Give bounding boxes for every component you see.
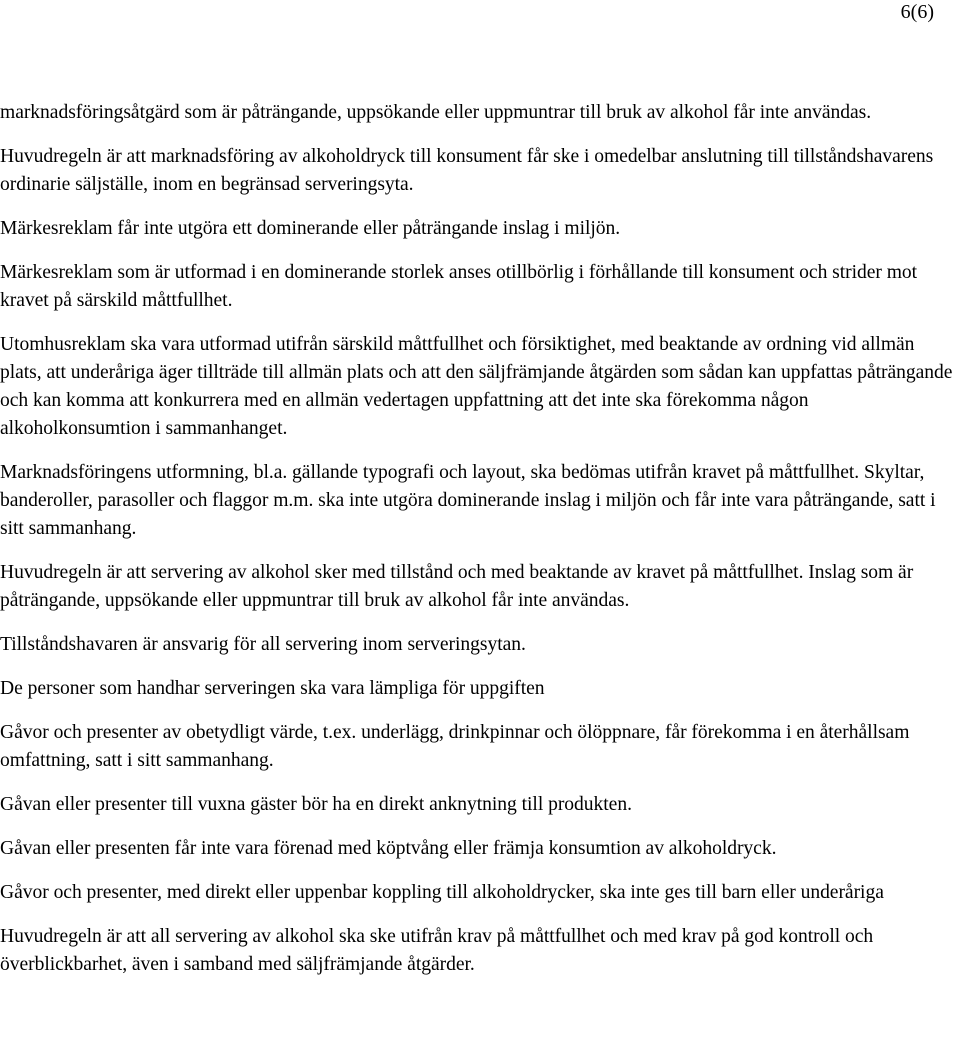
paragraph: Utomhusreklam ska vara utformad utifrån särskild måttfullhet och försiktighet, med beaktande av ordning vid allmän plats, att underåriga äger tillträde till allmän plats och att den säljfrämjande åtgärden som sådan kan uppfattas påträngande och kan komma att konkurrera med en allmän vedertagen uppfattning att det inte ska förekomma någon alkoholkonsumtion i sammanhanget.: [0, 334, 953, 439]
paragraph: De personer som handhar serveringen ska vara lämpliga för uppgiften: [0, 678, 545, 699]
page-number: 6(6): [900, 1, 934, 23]
paragraph: marknadsföringsåtgärd som är påträngande, uppsökande eller uppmuntrar till bruk av alkohol får inte användas.: [0, 102, 872, 123]
paragraph: Gåvan eller presenter till vuxna gäster bör ha en direkt anknytning till produkten.: [0, 794, 632, 815]
paragraph: Marknadsföringens utformning, bl.a. gällande typografi och layout, ska bedömas utifrån kravet på måttfullhet. Skyltar, banderoller, parasoller och flaggor m.m. ska inte utgöra dominerande inslag i miljön och får inte vara påträngande, satt i sitt sammanhang.: [0, 462, 936, 539]
paragraph: Tillståndshavaren är ansvarig för all servering inom serveringsytan.: [0, 634, 526, 655]
document-body: [0, 99, 958, 995]
paragraph: Huvudregeln är att marknadsföring av alkoholdryck till konsument får ske i omedelbar anslutning till tillståndshavarens ordinarie säljställe, inom en begränsad serveringsyta.: [0, 146, 934, 195]
paragraph: Gåvor och presenter av obetydligt värde, t.ex. underlägg, drinkpinnar och ölöppnare, får förekomma i en återhållsam omfattning, satt i sitt sammanhang.: [0, 722, 910, 771]
paragraph: Huvudregeln är att servering av alkohol sker med tillstånd och med beaktande av kravet på måttfullhet. Inslag som är påträngande, uppsökande eller uppmuntrar till bruk av alkohol får inte användas.: [0, 562, 914, 611]
paragraph: Huvudregeln är att all servering av alkohol ska ske utifrån krav på måttfullhet och med krav på god kontroll och överblickbarhet, även i samband med säljfrämjande åtgärder.: [0, 926, 874, 975]
paragraph: Gåvor och presenter, med direkt eller uppenbar koppling till alkoholdrycker, ska inte ges till barn eller underåriga: [0, 882, 884, 903]
paragraph: Gåvan eller presenten får inte vara förenad med köptvång eller främja konsumtion av alkoholdryck.: [0, 838, 777, 859]
paragraph: Märkesreklam som är utformad i en dominerande storlek anses otillbörlig i förhållande till konsument och strider mot kravet på särskild måttfullhet.: [0, 262, 918, 311]
paragraph: Märkesreklam får inte utgöra ett dominerande eller påträngande inslag i miljön.: [0, 218, 621, 239]
